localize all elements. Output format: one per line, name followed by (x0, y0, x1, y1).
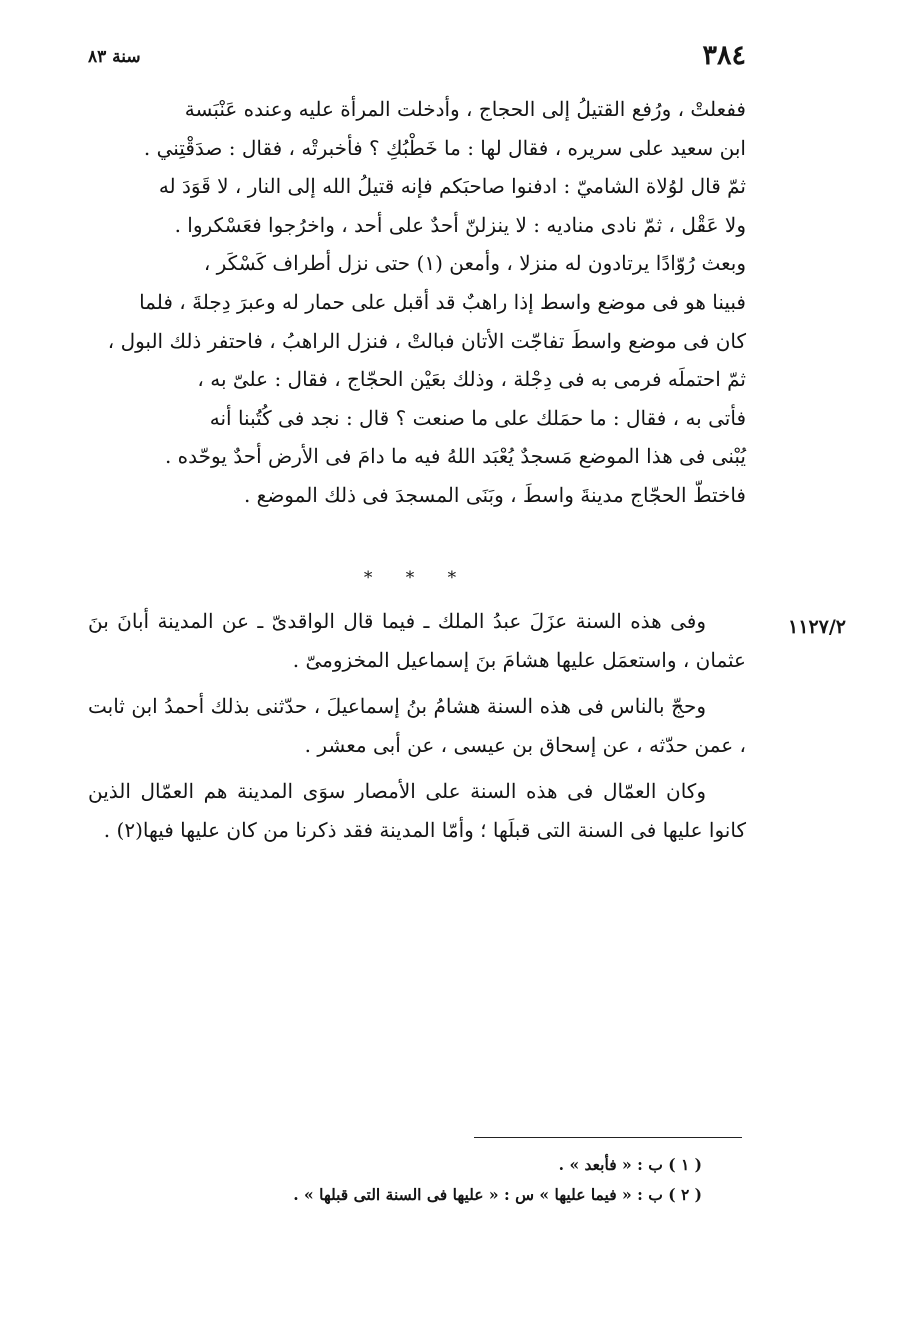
footnote-2: ( ٢ ) ب : « فيما عليها » س : « عليها فى السنة التى قبلها » . (293, 1185, 702, 1204)
section-separator: * * * (363, 568, 471, 588)
text-line: ابن سعيد على سريره ، فقال لها : ما خَطْبُكِ ؟ فأخبرتْه ، فقال : صدَقْتِني . (143, 135, 746, 160)
narrative-block (88, 90, 746, 515)
text-line: يُبْنى فى هذا الموضع مَسجدٌ يُعْبَد اللهُ فيه ما دامَ فى الأرض أحدٌ يوحّده . (164, 444, 746, 469)
footnotes (240, 1150, 702, 1210)
annals-block (88, 602, 746, 850)
footnote-1: ( ١ ) ب : « فأبعد » . (558, 1155, 702, 1174)
text-line: ففعلتْ ، ورُفع القتيلُ إلى الحجاج ، وأدخلت المرأة عليه وعنده عَنْبَسة (184, 97, 746, 121)
paragraph-pilgrimage: وحجّ بالناس فى هذه السنة هشامُ بنُ إسماعيلَ ، حدّثنى بذلك أحمدُ ابن ثابت ، عمن حدّثه ، عن إسحاق بن عيسى ، عن أبى معشر . (88, 694, 746, 757)
text-line: وبعث رُوّادًا يرتادون له منزلا ، وأمعن (١) حتى نزل أطراف كَسْكَر ، (203, 251, 746, 276)
paragraph-officials: وكان العمّال فى هذه السنة على الأمصار سوَى المدينة هم العمّال الذين كانوا عليها فى السنة التى قبلَها ؛ وأمّا المدينة فقد ذكرنا من كان عليها فيها(٢) . (88, 779, 746, 842)
text-line: ثمّ احتملَه فرمى به فى دِجْلة ، وذلك بعَيْن الحجّاج ، فقال : علىّ به ، (197, 367, 746, 392)
text-line: ثمّ قال لوُلاة الشاميّ : ادفنوا صاحبَكم فإنه قتيلُ الله إلى النار ، لا قَوَدَ له (158, 174, 746, 199)
text-line: فأتى به ، فقال : ما حمَلك على ما صنعت ؟ قال : نجد فى كُتُبنا أنه (209, 405, 746, 430)
text-line: فاختطّ الحجّاج مدينةَ واسطَ ، وبَنَى المسجدَ فى ذلك الموضع . (243, 482, 746, 507)
running-head-year: سنة ٨٣ (88, 47, 141, 67)
page-header (88, 38, 746, 74)
margin-page-reference: ١١٢٧/٢ (788, 616, 846, 638)
text-line: فبينا هو فى موضع واسط إذا راهبٌ قد أقبل على حمار له وعبرَ دِجلةَ ، فلما (139, 289, 746, 314)
text-line: ولا عَقْل ، ثمّ نادى مناديه : لا ينزلنّ أحدٌ على أحد ، واخرُجوا فعَسْكروا . (174, 212, 746, 237)
text-line: كان فى موضع واسطَ تفاجّت الأتان فبالتْ ، فنزل الراهبُ ، فاحتفر ذلك البول ، (107, 328, 746, 353)
paragraph-governor: وفى هذه السنة عزَلَ عبدُ الملك ـ فيما قال الواقدىّ ـ عن المدينة أبانَ بنَ عثمان ، واستعمَل عليها هشامَ بنَ إسماعيل المخزومىّ . (88, 609, 746, 672)
page-number: ٣٨٤ (702, 40, 746, 71)
footnote-divider (474, 1137, 742, 1138)
